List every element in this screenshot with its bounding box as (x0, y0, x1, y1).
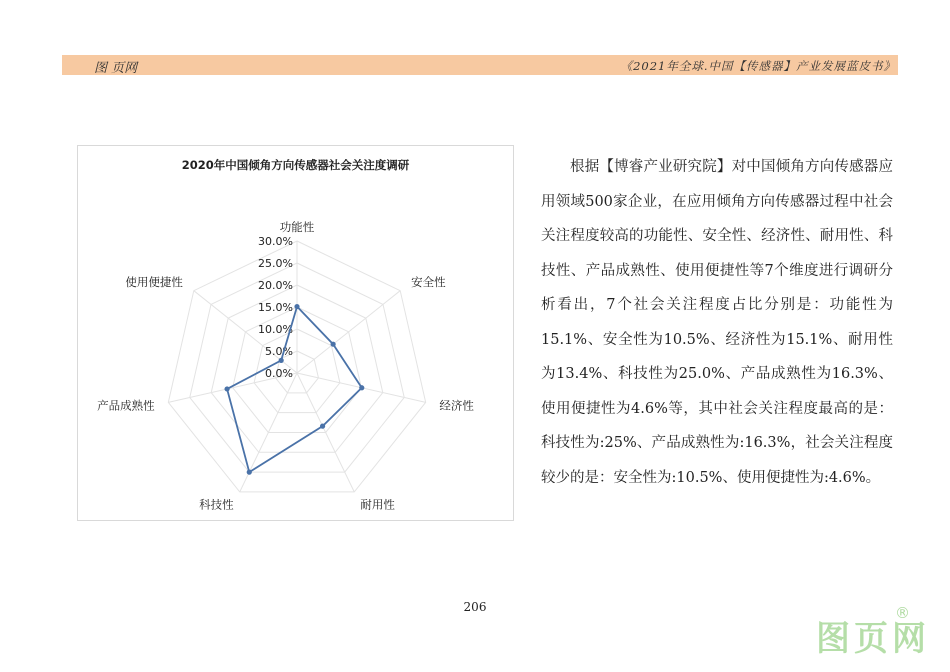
category-label: 功能性 (279, 220, 315, 234)
data-point (224, 386, 229, 391)
tick-label: 25.0% (258, 257, 293, 270)
tick-label: 10.0% (258, 323, 293, 336)
watermark-text: 图页网 (816, 619, 930, 659)
body-text (541, 150, 893, 495)
category-label: 使用便捷性 (125, 274, 183, 289)
category-label: 产品成熟性 (97, 398, 155, 413)
page-number: 206 (463, 600, 487, 614)
body-paragraph: 根据【博睿产业研究院】对中国倾角方向传感器应用领域500家企业，在应用倾角方向传感器过程中社会关注程度较高的功能性、安全性、经济性、耐用性、科技性、产品成熟性、使用便捷性等7个维度进行调研分析看出，7个社会关注程度占比分别是：功能性为15.1%、安全性为10.5%、经济性为15.1%、耐用性为13.4%、科技性为25.0%、产品成熟性为16.3%、使用便捷性为4.6%等，其中社会关注程度最高的是：科技性为:25%、产品成熟性为:16.3%，社会关注程度较少的是：安全性为:10.5%、使用便捷性为:4.6%。 (541, 159, 893, 486)
header-left-text: 图 页网 (94, 61, 138, 76)
category-label: 经济性 (439, 398, 474, 413)
data-point (247, 470, 252, 475)
category-label: 科技性 (199, 497, 234, 512)
category-label: 安全性 (411, 274, 446, 289)
watermark-logo (816, 604, 930, 660)
data-point (294, 304, 299, 309)
tick-label: 0.0% (265, 367, 293, 380)
chart-title: 2020年中国倾角方向传感器社会关注度调研 (181, 158, 410, 172)
data-point (331, 342, 336, 347)
radar-chart (77, 145, 514, 521)
radar-chart-svg (78, 146, 515, 522)
data-point (279, 358, 284, 363)
tick-label: 20.0% (258, 279, 293, 292)
category-label: 耐用性 (360, 497, 395, 512)
data-point (320, 424, 325, 429)
registered-mark-icon: ® (895, 604, 910, 622)
tick-label: 5.0% (265, 345, 293, 358)
header-book-title: 《2021年全球.中国【传感器】产业发展蓝皮书》 (620, 59, 896, 73)
data-point (359, 385, 364, 390)
tick-label: 15.0% (258, 301, 293, 314)
tick-label: 30.0% (258, 235, 293, 248)
grid-spoke (297, 291, 400, 373)
